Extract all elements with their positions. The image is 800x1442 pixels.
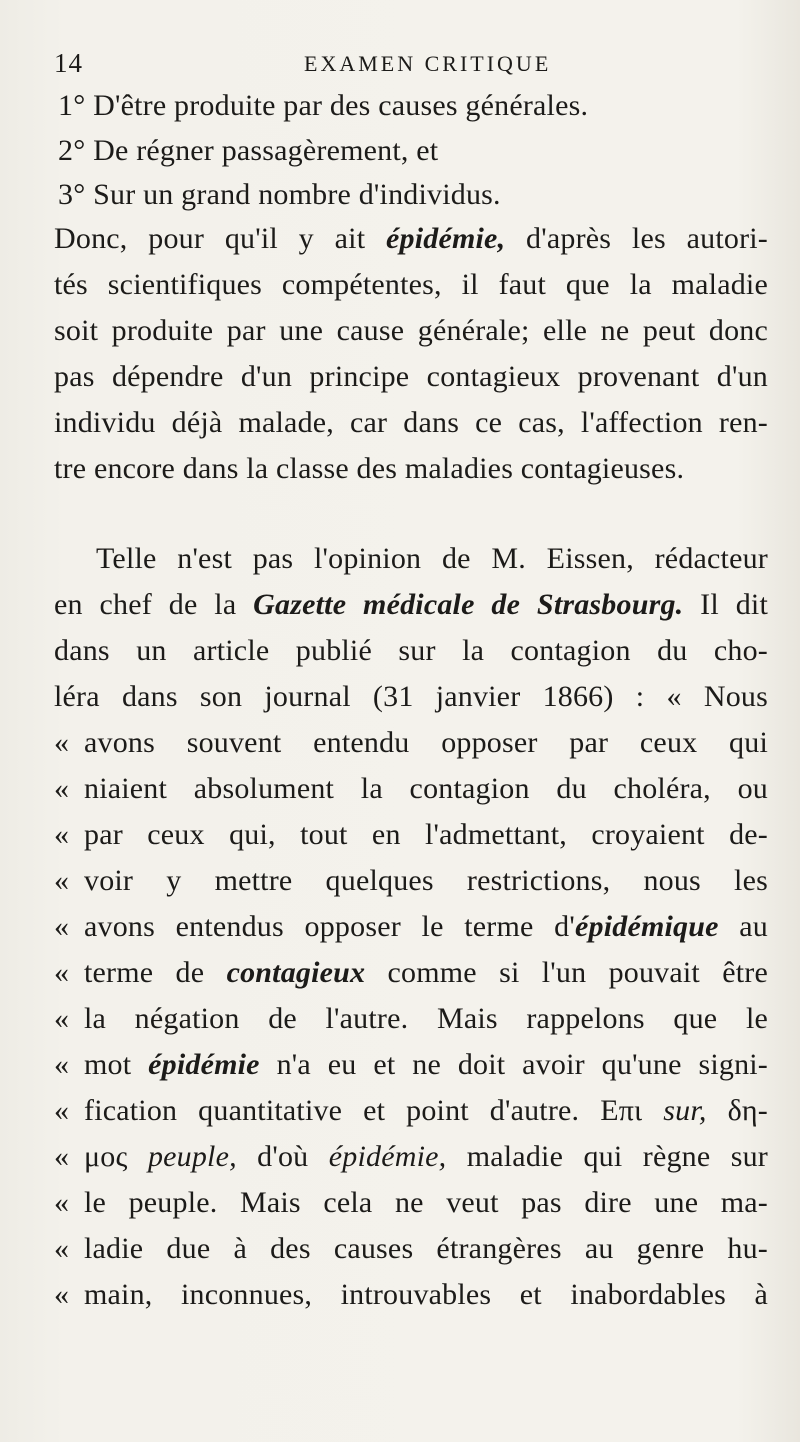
page-header bbox=[54, 48, 754, 88]
paragraph-line: Telle n'est pas l'opinion de M. Eissen, rédacteur bbox=[96, 542, 768, 575]
list-number: 2° bbox=[58, 134, 86, 167]
emphasis: épidémie bbox=[148, 1048, 260, 1081]
quote-mark: « bbox=[54, 772, 70, 805]
quote-mark: « bbox=[54, 1048, 70, 1081]
list-item bbox=[58, 133, 438, 169]
quote-mark: « bbox=[54, 864, 70, 897]
list-text: De régner passagèrement, et bbox=[93, 134, 439, 167]
emphasis: sur, bbox=[663, 1094, 707, 1127]
quote-line: « voir y mettre quelques restrictions, nous les bbox=[54, 864, 768, 897]
quote-mark: « bbox=[54, 1140, 70, 1173]
quote-line: « avons souvent entendu opposer par ceux qui bbox=[54, 726, 768, 759]
paragraph-line: dans un article publié sur la contagion du cho- bbox=[54, 634, 768, 667]
quote-mark: « bbox=[54, 726, 70, 759]
quote-mark: « bbox=[54, 1186, 70, 1219]
page-number: 14 bbox=[54, 48, 83, 78]
quote-line: « main, inconnues, introuvables et inabordables à bbox=[54, 1278, 768, 1311]
paragraph-line: Donc, pour qu'il y ait épidémie, d'après les autori- bbox=[54, 222, 768, 255]
quote-line: « μος peuple, d'où épidémie, maladie qui règne sur bbox=[54, 1140, 769, 1173]
paragraph-line: soit produite par une cause générale; elle ne peut donc bbox=[54, 314, 768, 347]
paragraph-line: tés scientifiques compétentes, il faut que la maladie bbox=[54, 268, 768, 301]
paragraph-line: individu déjà malade, car dans ce cas, l'affection ren- bbox=[54, 406, 768, 439]
emphasis: épidémique bbox=[575, 910, 719, 943]
running-head: EXAMEN CRITIQUE bbox=[304, 51, 552, 76]
journal-title: Gazette médicale de Strasbourg. bbox=[253, 588, 684, 621]
list-text: Sur un grand nombre d'individus. bbox=[93, 178, 501, 211]
quote-line: « la négation de l'autre. Mais rappelons que le bbox=[54, 1002, 768, 1035]
list-text: D'être produite par des causes générales. bbox=[93, 89, 589, 122]
quote-line: « avons entendus opposer le terme d'épidémique au bbox=[54, 910, 769, 943]
paragraph-line: léra dans son journal (31 janvier 1866) : « Nous bbox=[54, 680, 768, 713]
quote-mark: « bbox=[54, 910, 70, 943]
quote-line: « ladie due à des causes étrangères au genre hu- bbox=[54, 1232, 768, 1265]
emphasis: peuple, bbox=[147, 1140, 237, 1173]
paragraph-line: en chef de la Gazette médicale de Strasbourg. Il dit bbox=[54, 588, 768, 621]
quote-mark: « bbox=[54, 818, 70, 851]
quote-line: « fication quantitative et point d'autre. Επι sur, δη- bbox=[54, 1094, 768, 1127]
list-number: 1° bbox=[58, 89, 86, 122]
quote-line: « par ceux qui, tout en l'admettant, croyaient de- bbox=[54, 818, 768, 851]
quote-line: « le peuple. Mais cela ne veut pas dire une ma- bbox=[54, 1186, 768, 1219]
quote-mark: « bbox=[54, 1232, 70, 1265]
quote-line: « niaient absolument la contagion du choléra, ou bbox=[54, 772, 768, 805]
list-number: 3° bbox=[58, 178, 86, 211]
quote-mark: « bbox=[54, 1094, 70, 1127]
emphasis: épidémie, bbox=[386, 222, 506, 255]
quote-mark: « bbox=[54, 1278, 70, 1311]
quote-mark: « bbox=[54, 956, 70, 989]
quote-line: « mot épidémie n'a eu et ne doit avoir qu'une signi- bbox=[54, 1048, 768, 1081]
list-item bbox=[58, 177, 501, 213]
quote-mark: « bbox=[54, 1002, 70, 1035]
paragraph-line: pas dépendre d'un principe contagieux provenant d'un bbox=[54, 360, 768, 393]
emphasis: épidémie, bbox=[328, 1140, 447, 1173]
emphasis: contagieux bbox=[226, 956, 366, 989]
list-item bbox=[58, 88, 588, 124]
quote-line: « terme de contagieux comme si l'un pouvait être bbox=[54, 956, 768, 989]
paragraph-line: tre encore dans la classe des maladies contagieuses. bbox=[54, 452, 685, 485]
